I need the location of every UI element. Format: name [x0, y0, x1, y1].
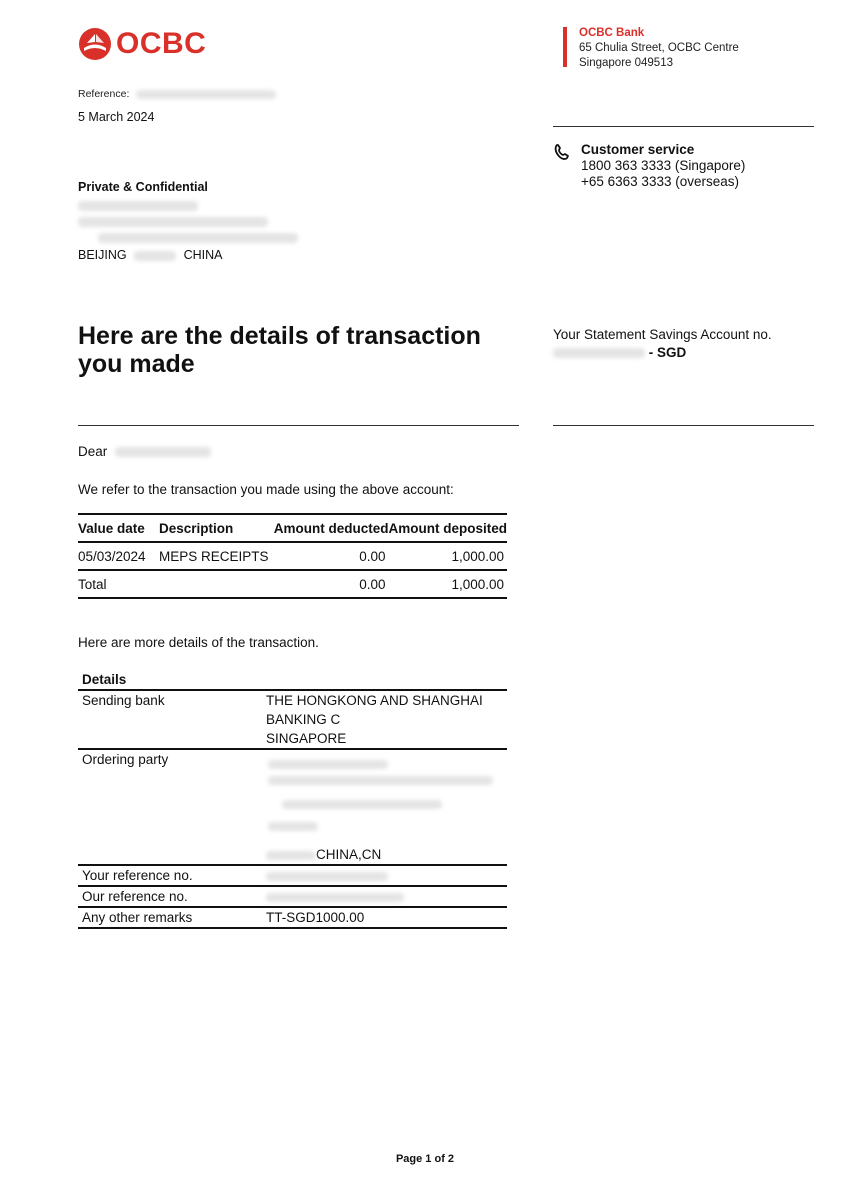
redacted-address	[78, 195, 223, 243]
bank-address	[579, 26, 739, 71]
account-label: Your Statement Savings Account no.	[553, 327, 772, 342]
txn-description: MEPS RECEIPTS	[159, 542, 269, 570]
phone-icon	[553, 143, 571, 161]
col-description: Description	[159, 514, 269, 542]
txn-deposited: 1,000.00	[389, 542, 508, 570]
remarks-value: TT-SGD1000.00	[262, 907, 507, 928]
transaction-table	[78, 513, 507, 599]
ordering-party-label: Ordering party	[78, 749, 262, 865]
transaction-header-row	[78, 514, 507, 542]
total-deducted: 0.00	[269, 570, 389, 598]
divider-right-top	[553, 126, 814, 127]
ordering-party-country: CHINA,CN	[316, 847, 382, 862]
account-currency: - SGD	[648, 345, 687, 360]
customer-service-title: Customer service	[581, 142, 695, 157]
sending-bank-line2: BANKING C	[266, 712, 341, 727]
bank-address-line1: 65 Chulia Street, OCBC Centre	[579, 42, 739, 54]
ocbc-logo	[78, 27, 206, 61]
greeting-text: Dear	[78, 444, 108, 459]
txn-deducted: 0.00	[269, 542, 389, 570]
remarks-label: Any other remarks	[78, 907, 262, 928]
our-reference-label: Our reference no.	[78, 886, 262, 907]
recipient-city: BEIJING	[78, 248, 127, 262]
sending-bank-line3: SINGAPORE	[266, 731, 347, 746]
txn-date: 05/03/2024	[78, 542, 159, 570]
intro-text: We refer to the transaction you made using the above account:	[78, 482, 454, 497]
redacted-your-reference	[266, 872, 388, 881]
details-header: Details	[78, 668, 507, 690]
total-row	[78, 570, 507, 598]
confidential-label: Private & Confidential	[78, 180, 208, 194]
page-number: Page 1 of 2	[395, 1153, 455, 1165]
redacted-district	[134, 251, 176, 261]
customer-service	[553, 142, 745, 190]
reference	[78, 88, 276, 100]
bank-accent-bar	[563, 27, 567, 67]
reference-label: Reference:	[78, 88, 130, 100]
your-reference-label: Your reference no.	[78, 865, 262, 886]
ocbc-logo-text: OCBC	[116, 27, 207, 60]
redacted-reference	[136, 90, 276, 99]
sending-bank-label: Sending bank	[78, 690, 262, 749]
col-amount-deducted: Amount deducted	[269, 514, 389, 542]
details-row-ordering-party	[78, 749, 507, 865]
recipient-country: CHINA	[183, 248, 223, 262]
more-details-text: Here are more details of the transaction.	[78, 635, 319, 650]
details-header-row	[78, 668, 507, 690]
customer-service-phone-overseas: +65 6363 3333 (overseas)	[581, 174, 739, 189]
details-row-remarks	[78, 907, 507, 928]
redacted-our-reference	[266, 893, 404, 902]
redacted-ordering-city	[266, 851, 316, 860]
divider-left	[78, 425, 519, 426]
details-row-your-reference	[78, 865, 507, 886]
bank-name: OCBC Bank	[579, 27, 645, 39]
details-row-our-reference	[78, 886, 507, 907]
redacted-name	[115, 447, 211, 457]
details-row-sending-bank	[78, 690, 507, 749]
customer-service-phone-sg: 1800 363 3333 (Singapore)	[581, 158, 746, 173]
redacted-account-number	[553, 348, 645, 358]
total-label: Total	[78, 570, 159, 598]
redacted-ordering-party	[266, 750, 507, 845]
bank-address-line2: Singapore 049513	[579, 57, 673, 69]
details-table	[78, 668, 507, 929]
col-amount-deposited: Amount deposited	[389, 514, 508, 542]
sending-bank-line1: THE HONGKONG AND SHANGHAI	[266, 693, 483, 708]
recipient-address	[78, 179, 223, 263]
total-deposited: 1,000.00	[389, 570, 508, 598]
divider-right-bottom	[553, 425, 814, 426]
ocbc-logo-icon	[78, 27, 112, 61]
col-value-date: Value date	[78, 514, 159, 542]
letter-date: 5 March 2024	[78, 110, 155, 124]
table-row	[78, 542, 507, 570]
page-title: Here are the details of transaction you made	[78, 322, 481, 378]
account-info	[553, 326, 772, 362]
greeting	[78, 444, 211, 459]
